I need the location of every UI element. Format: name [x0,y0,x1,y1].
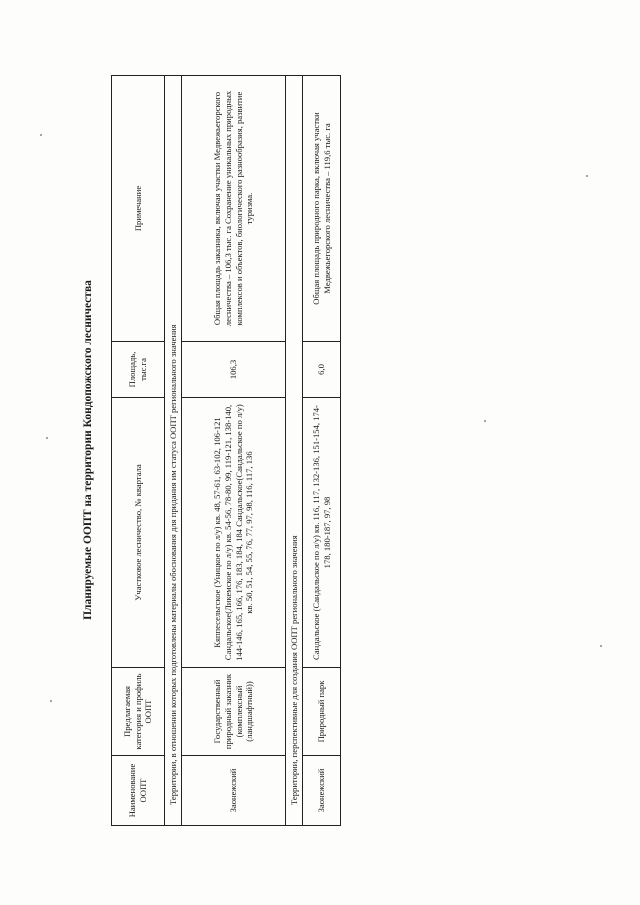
section-row [286,76,303,826]
scan-speck [484,420,486,422]
cell-note: Общая площадь природного парка, включая участки Медвежьегорского лесничества – 119,6 тыс. га [303,76,341,342]
section-row [165,76,182,826]
scan-speck [46,437,48,439]
cell-category: Природный парк [303,668,341,756]
section-label: Территории, в отношении которых подготовлены материалы обоснования для придания им статуса ООПТ регионального значения [165,76,182,826]
cell-note: Общая площадь заказника, включая участки Медвежьегорского лесничества – 106,3 тыс. га Сохранение уникальных природных комплексов и объектов, биологического разнообразия, развитие туризма. [182,76,286,342]
cell-category: Государственный природный заказник (комплексный (ландшафтный)) [182,668,286,756]
section-label: Территории, перспективные для создания ООПТ регионального значения [286,76,303,826]
cell-forestry: Сандальское (Сандальское по л/у) кв. 116, 117, 132-136, 151-154, 174-178, 180-187, 97, 98 [303,398,341,668]
scan-speck [40,134,42,136]
cell-name: Заонежский [182,756,286,826]
table-row [182,76,286,826]
oopt-table-wrapper [111,76,333,826]
cell-area: 106,3 [182,342,286,398]
cell-area: 6,0 [303,342,341,398]
cell-name: Заонежский [303,756,341,826]
header-name: Наименование ООПТ [112,756,165,826]
scan-speck [50,700,52,702]
table-header-row [112,76,165,826]
oopt-table [111,75,341,826]
scan-speck [586,175,588,177]
table-row [303,76,341,826]
scan-speck [600,645,602,647]
header-note: Примечание [112,76,165,342]
header-area: Площадь, тыс.га [112,342,165,398]
cell-forestry: Кяппесельгское (Уницкое по л/у) кв. 48, 57-61, 63-102, 106-121 Сандальское(Ликемское по л/у) кв. 54-56, 78-80, 99, 119-121, 138-140, 144-146, 165, 166, 176, 183, 184, 184 Сандальское(Сандальское по л/у) кв. 50, 51, 54, 55, 76, 77, 97, 98, 116, 117, 136 [182,398,286,668]
document-title: Планируемые ООПТ на территории Кондопожского лесничества [82,280,94,620]
header-category: Предлагаемая категория и профиль ООПТ [112,668,165,756]
header-forestry: Участковое лесничество, № квартала [112,398,165,668]
